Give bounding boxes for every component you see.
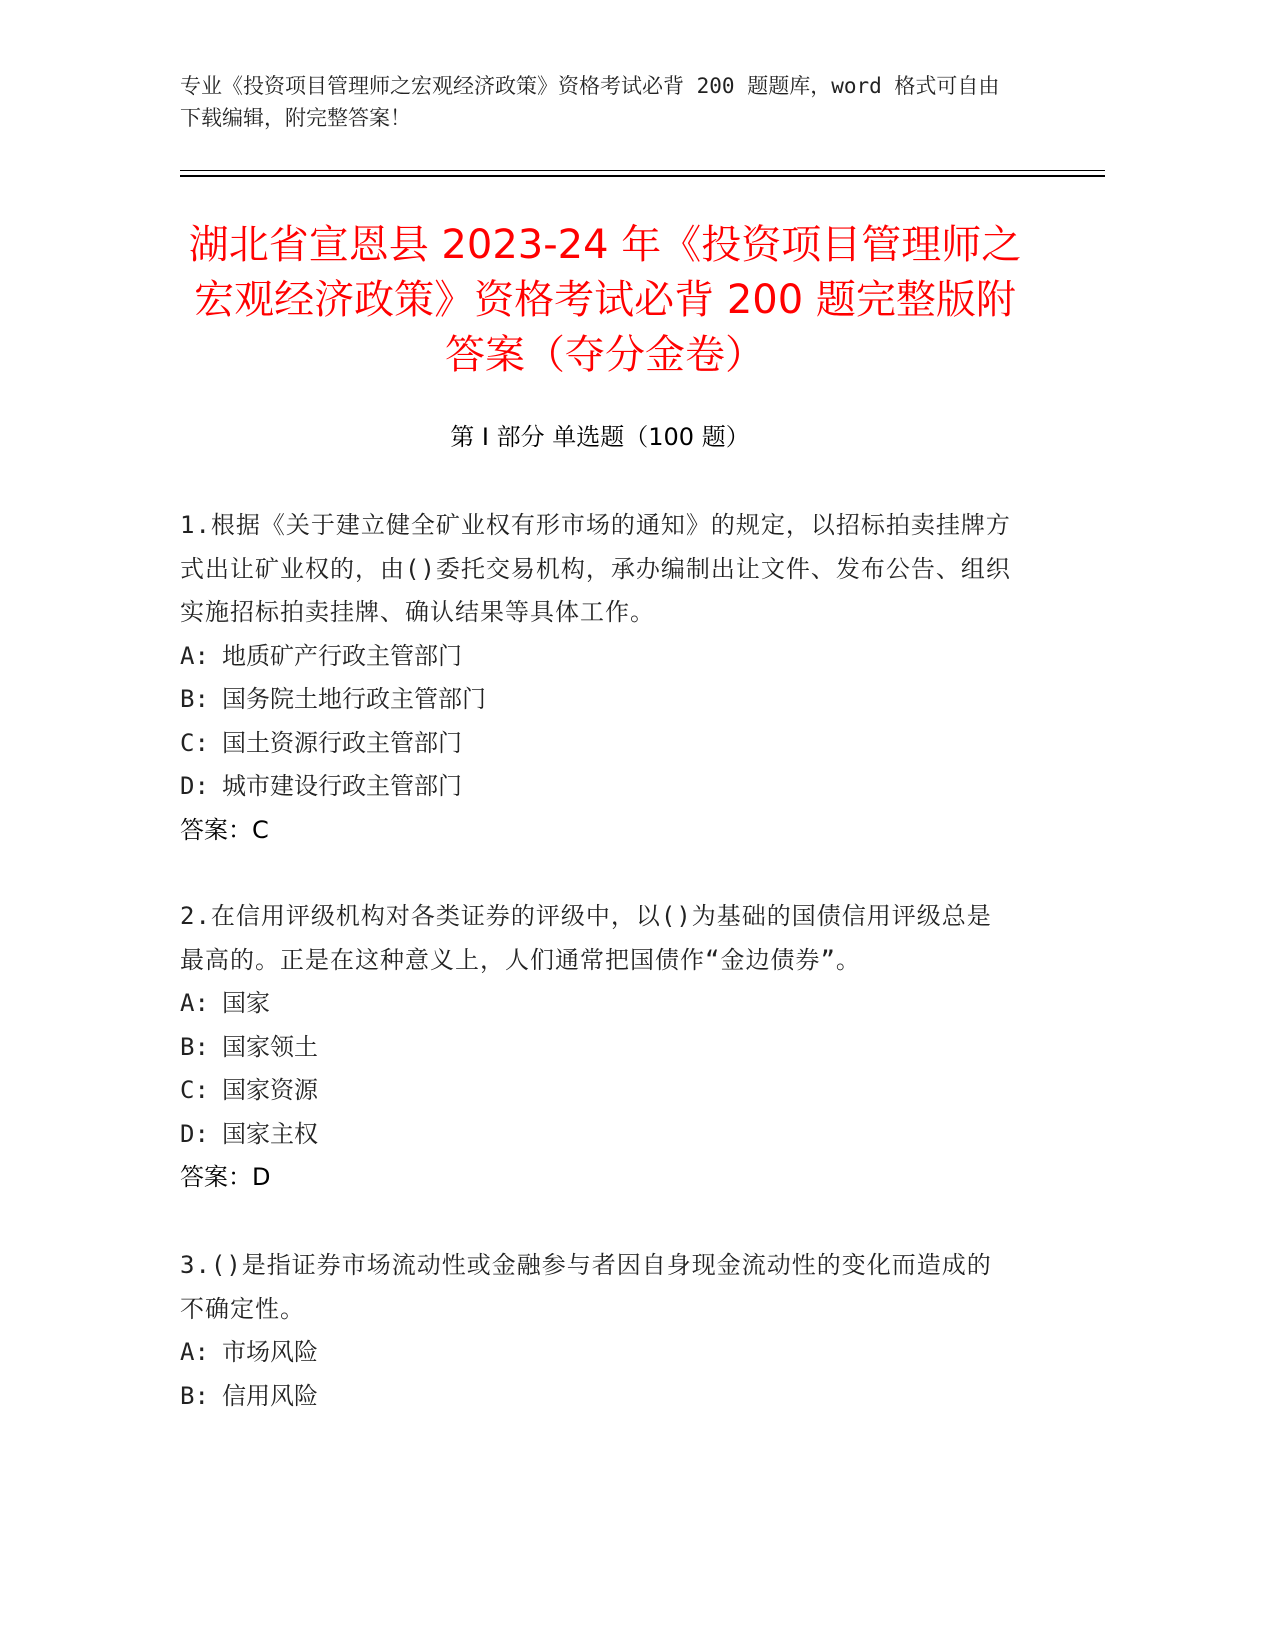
header-divider-top xyxy=(180,170,1105,171)
option-text: 信用风险 xyxy=(222,1381,318,1410)
option-b xyxy=(180,1375,1015,1419)
option-key: B: xyxy=(180,1032,209,1061)
option-text: 国家资源 xyxy=(222,1076,318,1104)
option-a xyxy=(180,982,1015,1026)
question-1 xyxy=(180,504,1015,852)
option-text: 地质矿产行政主管部门 xyxy=(222,641,462,670)
option-key: B: xyxy=(180,1381,209,1410)
answer-line: 答案：D xyxy=(180,1163,271,1191)
option-b xyxy=(180,1026,1015,1070)
question-2 xyxy=(180,895,1015,1200)
option-text: 国家领土 xyxy=(222,1032,318,1061)
header-divider-bottom xyxy=(180,175,1105,177)
option-key: B: xyxy=(180,685,209,713)
option-key: A: xyxy=(180,989,209,1017)
option-key: D: xyxy=(180,772,209,800)
option-b xyxy=(180,678,1015,722)
option-text: 国务院土地行政主管部门 xyxy=(222,685,486,713)
answer-line: 答案：C xyxy=(180,815,269,844)
question-stem: 2.在信用评级机构对各类证券的评级中，以()为基础的国债信用评级总是最高的。正是在这种意义上，人们通常把国债作“金边债券”。 xyxy=(180,902,992,974)
option-c xyxy=(180,722,1015,766)
option-key: A: xyxy=(180,1338,209,1366)
option-d xyxy=(180,1113,1015,1157)
option-d xyxy=(180,765,1015,809)
header-note: 专业《投资项目管理师之宏观经济政策》资格考试必背 200 题题库，word 格式可自由下载编辑，附完整答案！ xyxy=(180,74,1000,130)
question-stem: 3.()是指证券市场流动性或金融参与者因自身现金流动性的变化而造成的不确定性。 xyxy=(180,1251,992,1323)
option-key: C: xyxy=(180,728,209,757)
question-stem: 1.根据《关于建立健全矿业权有形市场的通知》的规定，以招标拍卖挂牌方式出让矿业权的，由()委托交易机构，承办编制出让文件、发布公告、组织实施招标拍卖挂牌、确认结果等具体工作。 xyxy=(180,511,1011,626)
option-text: 城市建设行政主管部门 xyxy=(222,772,462,800)
option-text: 国家 xyxy=(222,989,270,1017)
option-text: 国土资源行政主管部门 xyxy=(222,728,462,757)
option-a xyxy=(180,635,1015,679)
option-key: C: xyxy=(180,1076,209,1104)
section-heading: 第 I 部分 单选题（100 题） xyxy=(450,423,750,451)
question-3 xyxy=(180,1244,1015,1418)
option-text: 国家主权 xyxy=(222,1119,318,1148)
option-a xyxy=(180,1331,1015,1375)
document-title: 湖北省宣恩县 2023-24 年《投资项目管理师之宏观经济政策》资格考试必背 200 题完整版附答案（夺分金卷） xyxy=(188,222,1022,378)
option-key: D: xyxy=(180,1119,209,1148)
option-text: 市场风险 xyxy=(222,1338,318,1366)
option-c xyxy=(180,1069,1015,1113)
option-key: A: xyxy=(180,641,209,670)
